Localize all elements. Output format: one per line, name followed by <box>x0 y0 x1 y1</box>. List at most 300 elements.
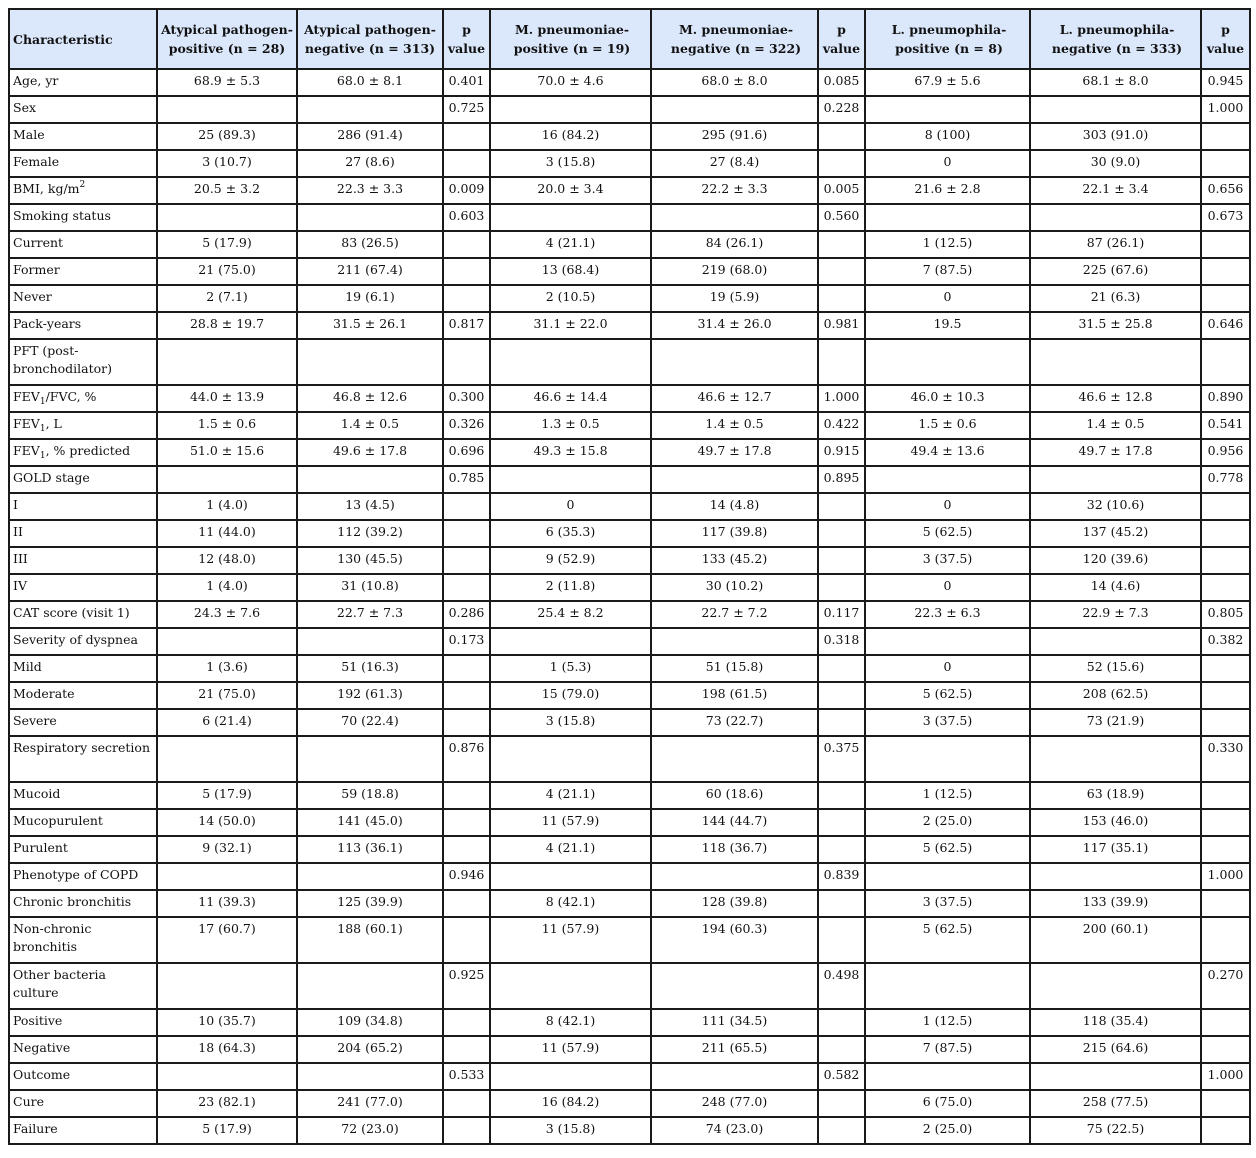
row-label-subscript: 1 <box>39 424 46 434</box>
value-cell: 1 (4.0) <box>157 493 297 520</box>
value-cell: 211 (65.5) <box>651 1036 818 1063</box>
value-cell: 1.4 ± 0.5 <box>1030 412 1201 439</box>
table-row <box>9 466 1250 493</box>
row-label-text: Non-chronic bronchitis <box>13 921 92 954</box>
value-cell: 117 (39.8) <box>651 520 818 547</box>
p-value-cell: 0.839 <box>818 863 865 890</box>
row-label <box>9 628 157 655</box>
row-label-text: Other bacteria culture <box>13 967 106 1000</box>
value-cell: 87 (26.1) <box>1030 231 1201 258</box>
value-cell: 0 <box>490 493 651 520</box>
p-value-cell: 0.817 <box>443 312 490 339</box>
p-value-cell: 0.228 <box>818 96 865 123</box>
p-value-cell <box>443 493 490 520</box>
value-cell: 22.7 ± 7.2 <box>651 601 818 628</box>
value-cell <box>157 204 297 231</box>
value-cell: 9 (52.9) <box>490 547 651 574</box>
value-cell: 21 (75.0) <box>157 258 297 285</box>
p-value-cell <box>818 285 865 312</box>
p-value-cell: 0.498 <box>818 963 865 1009</box>
value-cell: 7 (87.5) <box>865 1036 1030 1063</box>
value-cell: 133 (39.9) <box>1030 890 1201 917</box>
value-cell: 1 (3.6) <box>157 655 297 682</box>
p-value-cell: 0.005 <box>818 177 865 204</box>
value-cell <box>651 466 818 493</box>
row-label <box>9 520 157 547</box>
value-cell: 83 (26.5) <box>297 231 443 258</box>
value-cell: 31.4 ± 26.0 <box>651 312 818 339</box>
p-value-cell: 1.000 <box>1201 863 1250 890</box>
p-value-cell: 1.000 <box>1201 1063 1250 1090</box>
column-header <box>865 9 1030 69</box>
value-cell: 109 (34.8) <box>297 1009 443 1036</box>
value-cell <box>651 1063 818 1090</box>
table-row <box>9 69 1250 96</box>
value-cell: 31.1 ± 22.0 <box>490 312 651 339</box>
value-cell <box>1030 628 1201 655</box>
row-label <box>9 466 157 493</box>
row-label-text: Pack-years <box>13 316 82 331</box>
value-cell: 31 (10.8) <box>297 574 443 601</box>
p-value-cell: 0.895 <box>818 466 865 493</box>
p-value-cell: 0.946 <box>443 863 490 890</box>
p-value-cell <box>443 782 490 809</box>
value-cell <box>651 736 818 782</box>
p-value-cell: 0.117 <box>818 601 865 628</box>
p-value-cell: 0.326 <box>443 412 490 439</box>
value-cell: 1 (12.5) <box>865 231 1030 258</box>
p-value-cell: 0.375 <box>818 736 865 782</box>
row-label-text: Severity of dyspnea <box>13 632 138 647</box>
value-cell: 0 <box>865 150 1030 177</box>
value-cell <box>1030 963 1201 1009</box>
p-value-cell: 0.582 <box>818 1063 865 1090</box>
p-value-cell: 0.945 <box>1201 69 1250 96</box>
value-cell: 30 (9.0) <box>1030 150 1201 177</box>
value-cell <box>865 466 1030 493</box>
value-cell <box>865 963 1030 1009</box>
value-cell: 113 (36.1) <box>297 836 443 863</box>
value-cell: 32 (10.6) <box>1030 493 1201 520</box>
table-row <box>9 231 1250 258</box>
p-value-cell <box>818 574 865 601</box>
row-label-text: FEV <box>13 389 40 404</box>
p-value-cell <box>1201 150 1250 177</box>
table-row <box>9 150 1250 177</box>
value-cell: 17 (60.7) <box>157 917 297 963</box>
row-label-text: GOLD stage <box>13 470 90 485</box>
table-row <box>9 439 1250 466</box>
p-value-cell <box>443 917 490 963</box>
row-label-text: Chronic bronchitis <box>13 894 132 909</box>
value-cell <box>865 628 1030 655</box>
value-cell: 2 (11.8) <box>490 574 651 601</box>
value-cell: 49.7 ± 17.8 <box>651 439 818 466</box>
row-label <box>9 709 157 736</box>
value-cell <box>865 1063 1030 1090</box>
p-value-cell <box>1201 493 1250 520</box>
row-label <box>9 809 157 836</box>
row-label-text: Current <box>13 235 64 250</box>
p-value-cell <box>1201 231 1250 258</box>
p-value-cell <box>1201 1117 1250 1144</box>
row-label-suffix: , % predicted <box>45 443 131 458</box>
value-cell: 46.0 ± 10.3 <box>865 385 1030 412</box>
p-value-cell <box>818 782 865 809</box>
row-label <box>9 204 157 231</box>
p-value-cell: 1.000 <box>1201 96 1250 123</box>
p-value-cell <box>818 339 865 385</box>
value-cell: 204 (65.2) <box>297 1036 443 1063</box>
row-label-text: PFT (post-bronchodilator) <box>13 343 112 376</box>
p-value-cell: 0.533 <box>443 1063 490 1090</box>
p-value-cell <box>818 709 865 736</box>
value-cell: 1 (12.5) <box>865 782 1030 809</box>
row-label <box>9 439 157 466</box>
row-label-text: BMI, kg/m <box>13 181 80 196</box>
row-label-text: II <box>13 524 23 539</box>
value-cell: 25 (89.3) <box>157 123 297 150</box>
value-cell: 13 (4.5) <box>297 493 443 520</box>
value-cell: 70.0 ± 4.6 <box>490 69 651 96</box>
value-cell <box>297 466 443 493</box>
p-value-cell: 0.656 <box>1201 177 1250 204</box>
value-cell: 15 (79.0) <box>490 682 651 709</box>
value-cell: 0 <box>865 574 1030 601</box>
p-value-cell: 0.173 <box>443 628 490 655</box>
value-cell: 118 (36.7) <box>651 836 818 863</box>
p-value-cell <box>818 655 865 682</box>
p-value-cell <box>1201 836 1250 863</box>
value-cell: 52 (15.6) <box>1030 655 1201 682</box>
value-cell: 16 (84.2) <box>490 123 651 150</box>
p-value-cell <box>1201 1090 1250 1117</box>
row-label-text: IV <box>13 578 27 593</box>
value-cell: 5 (17.9) <box>157 782 297 809</box>
p-value-cell: 0.981 <box>818 312 865 339</box>
value-cell <box>1030 1063 1201 1090</box>
row-label-superscript: 2 <box>79 180 86 190</box>
value-cell: 1.5 ± 0.6 <box>157 412 297 439</box>
p-value-cell <box>818 520 865 547</box>
value-cell: 1.4 ± 0.5 <box>651 412 818 439</box>
value-cell: 46.6 ± 12.8 <box>1030 385 1201 412</box>
p-value-cell: 0.956 <box>1201 439 1250 466</box>
p-value-cell <box>1201 547 1250 574</box>
value-cell: 3 (37.5) <box>865 547 1030 574</box>
row-label-text: Moderate <box>13 686 75 701</box>
value-cell: 6 (75.0) <box>865 1090 1030 1117</box>
table-row <box>9 890 1250 917</box>
p-value-cell <box>443 809 490 836</box>
p-value-cell <box>818 836 865 863</box>
row-label <box>9 547 157 574</box>
value-cell <box>651 863 818 890</box>
value-cell <box>865 863 1030 890</box>
value-cell: 225 (67.6) <box>1030 258 1201 285</box>
value-cell: 31.5 ± 26.1 <box>297 312 443 339</box>
row-label-text: Former <box>13 262 60 277</box>
row-label-text: Cure <box>13 1094 44 1109</box>
value-cell: 25.4 ± 8.2 <box>490 601 651 628</box>
table-row <box>9 412 1250 439</box>
table-row <box>9 339 1250 385</box>
p-value-cell: 0.925 <box>443 963 490 1009</box>
p-value-cell: 0.890 <box>1201 385 1250 412</box>
value-cell: 19 (6.1) <box>297 285 443 312</box>
table-body <box>9 69 1250 1144</box>
row-label <box>9 574 157 601</box>
value-cell: 303 (91.0) <box>1030 123 1201 150</box>
row-label <box>9 258 157 285</box>
p-value-cell <box>818 547 865 574</box>
column-header <box>651 9 818 69</box>
value-cell: 60 (18.6) <box>651 782 818 809</box>
table-row <box>9 682 1250 709</box>
column-header: p value <box>818 9 865 69</box>
value-cell <box>490 963 651 1009</box>
value-cell <box>865 204 1030 231</box>
value-cell <box>157 628 297 655</box>
value-cell: 44.0 ± 13.9 <box>157 385 297 412</box>
p-value-cell: 1.000 <box>818 385 865 412</box>
value-cell: 211 (67.4) <box>297 258 443 285</box>
value-cell: 120 (39.6) <box>1030 547 1201 574</box>
value-cell: 12 (48.0) <box>157 547 297 574</box>
row-label <box>9 836 157 863</box>
value-cell <box>490 736 651 782</box>
row-label-text: Mucopurulent <box>13 813 103 828</box>
p-value-cell: 0.876 <box>443 736 490 782</box>
value-cell: 11 (57.9) <box>490 1036 651 1063</box>
table-row <box>9 655 1250 682</box>
p-value-cell <box>443 709 490 736</box>
p-value-cell <box>818 258 865 285</box>
value-cell: 22.2 ± 3.3 <box>651 177 818 204</box>
row-label <box>9 917 157 963</box>
value-cell: 200 (60.1) <box>1030 917 1201 963</box>
value-cell: 14 (4.6) <box>1030 574 1201 601</box>
row-label-text: Male <box>13 127 45 142</box>
p-value-cell <box>818 809 865 836</box>
value-cell: 19 (5.9) <box>651 285 818 312</box>
p-value-cell: 0.805 <box>1201 601 1250 628</box>
value-cell <box>157 96 297 123</box>
row-label <box>9 890 157 917</box>
header-row <box>9 9 1250 69</box>
row-label <box>9 682 157 709</box>
value-cell: 3 (15.8) <box>490 150 651 177</box>
value-cell: 51 (16.3) <box>297 655 443 682</box>
value-cell <box>651 96 818 123</box>
row-label-text: CAT score (visit 1) <box>13 605 130 620</box>
row-label-suffix: /FVC, % <box>45 389 97 404</box>
p-value-cell <box>818 231 865 258</box>
p-value-cell <box>1201 782 1250 809</box>
value-cell: 23 (82.1) <box>157 1090 297 1117</box>
value-cell: 6 (21.4) <box>157 709 297 736</box>
row-label <box>9 655 157 682</box>
value-cell <box>297 863 443 890</box>
value-cell: 219 (68.0) <box>651 258 818 285</box>
row-label <box>9 493 157 520</box>
value-cell: 0 <box>865 655 1030 682</box>
value-cell: 5 (62.5) <box>865 836 1030 863</box>
p-value-cell <box>443 655 490 682</box>
p-value-cell: 0.286 <box>443 601 490 628</box>
value-cell: 67.9 ± 5.6 <box>865 69 1030 96</box>
row-label-text: Mucoid <box>13 786 61 801</box>
value-cell <box>490 1063 651 1090</box>
p-value-cell <box>443 574 490 601</box>
p-value-cell: 0.725 <box>443 96 490 123</box>
p-value-cell <box>1201 339 1250 385</box>
row-label <box>9 231 157 258</box>
column-header <box>1030 9 1201 69</box>
value-cell <box>651 628 818 655</box>
value-cell: 3 (37.5) <box>865 709 1030 736</box>
value-cell: 192 (61.3) <box>297 682 443 709</box>
p-value-cell: 0.673 <box>1201 204 1250 231</box>
value-cell: 3 (15.8) <box>490 709 651 736</box>
value-cell: 125 (39.9) <box>297 890 443 917</box>
row-label-text: Outcome <box>13 1067 71 1082</box>
table-row <box>9 963 1250 1009</box>
row-label-text: Smoking status <box>13 208 111 223</box>
value-cell: 72 (23.0) <box>297 1117 443 1144</box>
p-value-cell: 0.646 <box>1201 312 1250 339</box>
p-value-cell <box>443 682 490 709</box>
row-label <box>9 863 157 890</box>
value-cell <box>865 736 1030 782</box>
value-cell <box>297 736 443 782</box>
column-header: Atypical pathogen-negative (n = 313) <box>297 9 443 69</box>
p-value-cell <box>1201 123 1250 150</box>
value-cell: 68.0 ± 8.0 <box>651 69 818 96</box>
value-cell: 24.3 ± 7.6 <box>157 601 297 628</box>
value-cell: 9 (32.1) <box>157 836 297 863</box>
row-label-text: Purulent <box>13 840 68 855</box>
value-cell: 188 (60.1) <box>297 917 443 963</box>
table-row <box>9 1063 1250 1090</box>
p-value-cell: 0.318 <box>818 628 865 655</box>
value-cell: 11 (39.3) <box>157 890 297 917</box>
value-cell <box>490 863 651 890</box>
table-row <box>9 1090 1250 1117</box>
value-cell: 128 (39.8) <box>651 890 818 917</box>
row-label <box>9 1063 157 1090</box>
value-cell: 63 (18.9) <box>1030 782 1201 809</box>
table-row <box>9 96 1250 123</box>
value-cell: 21 (75.0) <box>157 682 297 709</box>
table-row <box>9 601 1250 628</box>
row-label-text: Negative <box>13 1040 71 1055</box>
value-cell: 153 (46.0) <box>1030 809 1201 836</box>
value-cell: 8 (42.1) <box>490 890 651 917</box>
p-value-cell <box>818 890 865 917</box>
value-cell: 1 (5.3) <box>490 655 651 682</box>
row-label <box>9 385 157 412</box>
row-label-text: FEV <box>13 416 40 431</box>
p-value-cell <box>1201 574 1250 601</box>
value-cell <box>297 204 443 231</box>
value-cell: 51 (15.8) <box>651 655 818 682</box>
p-value-cell <box>443 258 490 285</box>
value-cell: 14 (4.8) <box>651 493 818 520</box>
value-cell: 51.0 ± 15.6 <box>157 439 297 466</box>
p-value-cell <box>818 682 865 709</box>
column-header-line: M. pneumoniae-negative (n = 322) <box>670 22 802 56</box>
row-label <box>9 963 157 1009</box>
row-label <box>9 96 157 123</box>
table-row <box>9 312 1250 339</box>
row-label <box>9 601 157 628</box>
value-cell: 1.4 ± 0.5 <box>297 412 443 439</box>
value-cell: 0 <box>865 493 1030 520</box>
column-header: Characteristic <box>9 9 157 69</box>
value-cell: 28.8 ± 19.7 <box>157 312 297 339</box>
value-cell: 5 (17.9) <box>157 231 297 258</box>
column-header <box>490 9 651 69</box>
column-header-line: L. pneumophila-negative (n = 333) <box>1051 22 1183 56</box>
p-value-cell: 0.300 <box>443 385 490 412</box>
row-label-text: Mild <box>13 659 42 674</box>
value-cell: 49.6 ± 17.8 <box>297 439 443 466</box>
value-cell: 1.3 ± 0.5 <box>490 412 651 439</box>
value-cell: 10 (35.7) <box>157 1009 297 1036</box>
value-cell: 4 (21.1) <box>490 836 651 863</box>
value-cell: 5 (62.5) <box>865 917 1030 963</box>
value-cell: 3 (10.7) <box>157 150 297 177</box>
value-cell <box>1030 339 1201 385</box>
value-cell: 49.7 ± 17.8 <box>1030 439 1201 466</box>
p-value-cell: 0.915 <box>818 439 865 466</box>
p-value-cell <box>443 123 490 150</box>
table-row <box>9 574 1250 601</box>
value-cell <box>651 339 818 385</box>
value-cell <box>1030 204 1201 231</box>
row-label <box>9 1009 157 1036</box>
row-label <box>9 285 157 312</box>
value-cell: 4 (21.1) <box>490 782 651 809</box>
row-label <box>9 1090 157 1117</box>
table-row <box>9 1009 1250 1036</box>
table-row <box>9 863 1250 890</box>
row-label-text: Phenotype of COPD <box>13 867 139 882</box>
value-cell <box>157 863 297 890</box>
value-cell: 1 (12.5) <box>865 1009 1030 1036</box>
value-cell: 144 (44.7) <box>651 809 818 836</box>
value-cell: 241 (77.0) <box>297 1090 443 1117</box>
value-cell: 22.1 ± 3.4 <box>1030 177 1201 204</box>
value-cell: 2 (25.0) <box>865 1117 1030 1144</box>
value-cell: 68.9 ± 5.3 <box>157 69 297 96</box>
value-cell: 3 (37.5) <box>865 890 1030 917</box>
value-cell: 141 (45.0) <box>297 809 443 836</box>
row-label <box>9 736 157 782</box>
p-value-cell: 0.422 <box>818 412 865 439</box>
p-value-cell <box>1201 809 1250 836</box>
value-cell <box>865 96 1030 123</box>
value-cell <box>490 339 651 385</box>
row-label-text: Respiratory secretion <box>13 740 150 755</box>
table-row <box>9 782 1250 809</box>
value-cell: 194 (60.3) <box>651 917 818 963</box>
row-label-subscript: 1 <box>39 451 46 461</box>
p-value-cell <box>1201 1009 1250 1036</box>
value-cell: 258 (77.5) <box>1030 1090 1201 1117</box>
p-value-cell <box>818 150 865 177</box>
